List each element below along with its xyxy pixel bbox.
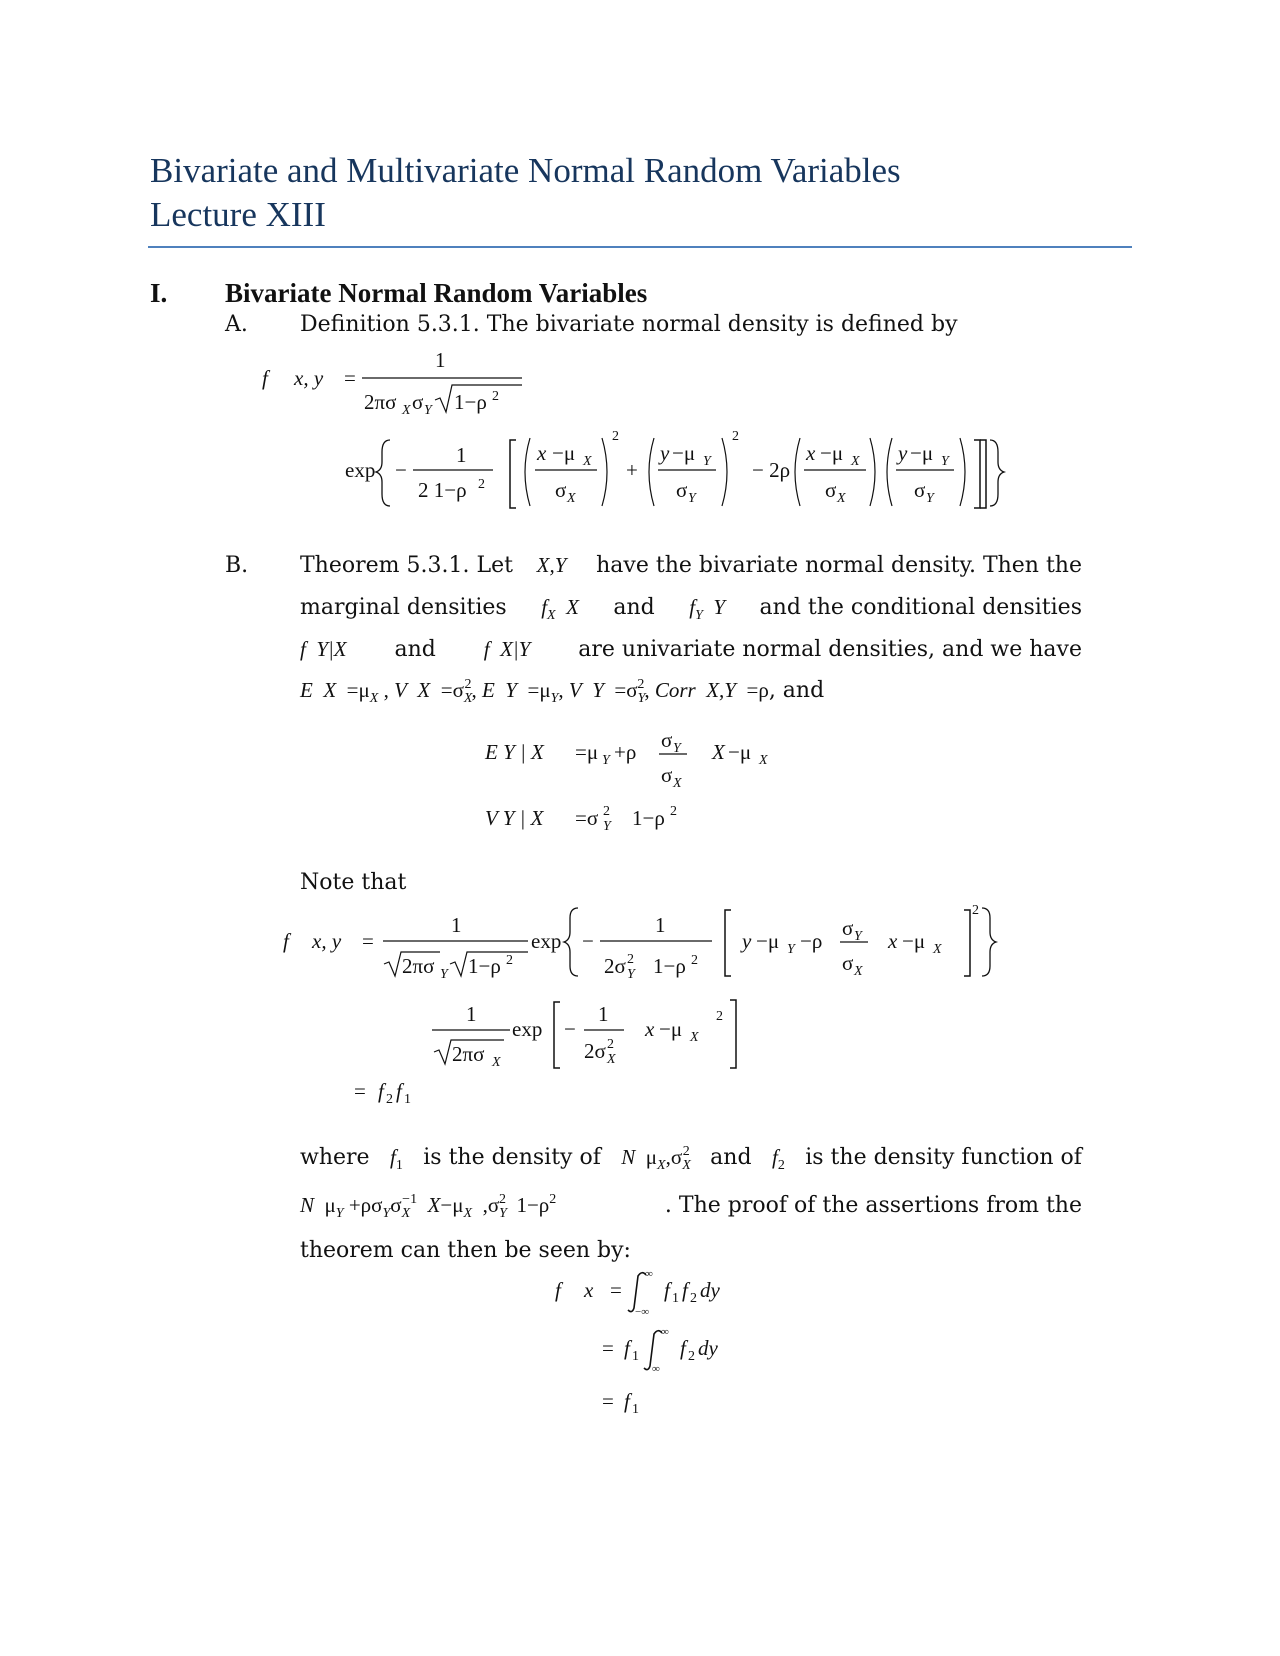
svg-text:2: 2 xyxy=(716,1009,723,1024)
item-a-text: Definition 5.3.1. The bivariate normal density is defined by xyxy=(300,312,958,337)
theorem-line-2-lead: marginal densities xyxy=(300,595,507,620)
svg-text:1: 1 xyxy=(655,913,666,937)
svg-text:f: f xyxy=(396,1079,402,1103)
svg-text:f: f xyxy=(680,1336,686,1360)
svg-text:Y: Y xyxy=(673,741,681,756)
item-a-letter: A. xyxy=(225,312,248,337)
svg-text:Y: Y xyxy=(602,753,610,768)
svg-text:f: f xyxy=(682,1278,688,1302)
svg-text:x, y: x, y xyxy=(294,366,324,390)
svg-text:σ: σ xyxy=(412,390,424,414)
math-fx-x: $f_X$ X xyxy=(541,595,579,623)
svg-text:Y: Y xyxy=(424,403,432,418)
svg-text:=: = xyxy=(602,1389,614,1413)
svg-text:2 1−ρ: 2 1−ρ xyxy=(418,478,467,502)
svg-text:=: = xyxy=(610,1278,622,1302)
note-that: Note that xyxy=(300,870,407,895)
svg-text:X: X xyxy=(933,942,942,957)
svg-text:−: − xyxy=(395,458,407,482)
svg-text:2πσ: 2πσ xyxy=(402,954,435,978)
svg-text:∞: ∞ xyxy=(661,1326,669,1338)
math-moments: E $X =\mu_X$ , V $X =\sigma_X^2$, E $Y =\mu_Y$, V $Y =\sigma_Y^2$, Corr X,Y =ρ xyxy=(300,677,769,706)
svg-text:f: f xyxy=(555,1278,561,1302)
svg-text:y: y xyxy=(742,929,752,953)
svg-text:−: − xyxy=(564,1017,576,1041)
svg-text:1−ρ: 1−ρ xyxy=(454,390,487,414)
svg-text:X: X xyxy=(837,491,846,506)
proof-line-rest: . The proof of the assertions from the xyxy=(664,1193,1082,1218)
svg-text:f: f xyxy=(378,1079,384,1103)
math-f1: $f_1$ xyxy=(389,1145,403,1173)
svg-text:X: X xyxy=(673,776,682,791)
svg-text:σ: σ xyxy=(842,951,854,975)
svg-text:X: X xyxy=(492,1055,501,1070)
theorem-line-3-rest: are univariate normal densities, and we have xyxy=(578,637,1082,662)
svg-text:+ρ: +ρ xyxy=(614,740,637,764)
svg-text:2: 2 xyxy=(691,953,698,968)
svg-text:1: 1 xyxy=(672,1291,679,1306)
theorem-line-1-rest: have the bivariate normal density. Then the xyxy=(596,553,1082,578)
svg-text:X: X xyxy=(759,753,768,768)
svg-text:Y: Y xyxy=(440,967,448,982)
where-density-function-of: is the density function of xyxy=(805,1145,1082,1170)
svg-text:X: X xyxy=(851,454,860,469)
svg-text:=σ: =σ xyxy=(575,806,599,830)
svg-text:2: 2 xyxy=(732,429,739,444)
svg-text:Y: Y xyxy=(603,819,611,834)
math-f2: $f_2$ xyxy=(771,1145,785,1173)
proof-line-2: theorem can then be seen by: xyxy=(300,1238,631,1263)
theorem-line-1-lead: Theorem 5.3.1. Let xyxy=(300,553,513,578)
svg-text:− 2ρ: − 2ρ xyxy=(752,458,791,482)
svg-text:−μ: −μ xyxy=(756,929,780,953)
svg-text:2: 2 xyxy=(670,804,677,819)
svg-text:f: f xyxy=(262,366,268,390)
svg-text:2: 2 xyxy=(603,804,610,819)
svg-text:X: X xyxy=(402,403,411,418)
svg-text:x: x xyxy=(806,441,816,465)
svg-text:=: = xyxy=(362,929,374,953)
svg-text:X: X xyxy=(690,1030,699,1045)
svg-text:=μ: =μ xyxy=(575,740,599,764)
svg-text:1−ρ: 1−ρ xyxy=(632,806,665,830)
math-f-y-given-x: f Y|X xyxy=(300,637,347,661)
svg-text:σ: σ xyxy=(825,478,837,502)
svg-text:1−ρ: 1−ρ xyxy=(468,954,501,978)
section-heading: Bivariate Normal Random Variables xyxy=(225,278,648,308)
svg-text:exp: exp xyxy=(345,458,376,482)
math-fy-y: $f_Y$ Y xyxy=(689,595,726,623)
math-f-x-given-y: f X|Y xyxy=(483,637,531,661)
svg-text:−μ: −μ xyxy=(902,929,926,953)
svg-text:=: = xyxy=(344,366,356,390)
svg-text:1: 1 xyxy=(451,913,462,937)
svg-text:2: 2 xyxy=(690,1291,697,1306)
svg-text:exp: exp xyxy=(531,929,562,953)
svg-text:E Y | X: E Y | X xyxy=(485,740,544,764)
svg-text:Y: Y xyxy=(703,454,711,469)
svg-text:−μ: −μ xyxy=(552,441,576,465)
svg-text:X: X xyxy=(854,964,863,979)
svg-text:dy: dy xyxy=(698,1336,718,1360)
svg-text:σ: σ xyxy=(661,763,673,787)
svg-text:Y: Y xyxy=(941,454,949,469)
svg-text:f: f xyxy=(664,1278,670,1302)
svg-text:∞: ∞ xyxy=(652,1363,660,1375)
svg-text:2σ: 2σ xyxy=(604,954,626,978)
svg-text:+: + xyxy=(626,458,638,482)
svg-text:2: 2 xyxy=(688,1349,695,1364)
section-numeral: I. xyxy=(150,278,168,308)
svg-text:2πσ: 2πσ xyxy=(364,390,397,414)
svg-text:−: − xyxy=(582,929,594,953)
svg-text:σ: σ xyxy=(842,916,854,940)
svg-text:Y: Y xyxy=(627,967,635,982)
svg-text:1: 1 xyxy=(404,1092,411,1107)
svg-text:Y: Y xyxy=(926,491,934,506)
where-and: and xyxy=(710,1145,752,1170)
svg-text:X: X xyxy=(583,454,592,469)
svg-text:σ: σ xyxy=(661,728,673,752)
svg-text:1: 1 xyxy=(632,1349,639,1364)
svg-text:2: 2 xyxy=(607,1037,614,1052)
svg-text:−μ: −μ xyxy=(820,441,844,465)
svg-text:2: 2 xyxy=(492,389,499,404)
theorem-line-2-rest: and the conditional densities xyxy=(759,595,1082,620)
svg-text:σ: σ xyxy=(555,478,567,502)
svg-text:σ: σ xyxy=(914,478,926,502)
svg-text:2: 2 xyxy=(972,903,979,918)
svg-text:−μ: −μ xyxy=(728,740,752,764)
svg-text:V Y | X: V Y | X xyxy=(485,806,544,830)
svg-text:f: f xyxy=(624,1389,630,1413)
svg-text:X: X xyxy=(712,740,725,764)
svg-text:dy: dy xyxy=(700,1278,720,1302)
theorem-line-3-and: and xyxy=(394,637,436,662)
svg-text:x: x xyxy=(888,929,898,953)
svg-text:=: = xyxy=(354,1079,366,1103)
svg-text:=: = xyxy=(602,1336,614,1360)
svg-text:−μ: −μ xyxy=(910,441,934,465)
svg-text:−ρ: −ρ xyxy=(800,929,823,953)
svg-text:1−ρ: 1−ρ xyxy=(653,954,686,978)
svg-text:exp: exp xyxy=(512,1017,543,1041)
svg-text:x: x xyxy=(584,1278,594,1302)
svg-text:1: 1 xyxy=(435,348,446,372)
item-b-letter: B. xyxy=(225,553,249,578)
math-normal-y-given-x: N $\mu_Y +\rho\sigma_Y\sigma_X^{-1}$ $X-\mu_X$ $,\sigma_Y^2$ $1-\rho^2$ xyxy=(300,1192,557,1221)
svg-text:X: X xyxy=(607,1052,616,1067)
svg-text:1: 1 xyxy=(632,1402,639,1417)
svg-text:Y: Y xyxy=(854,929,862,944)
svg-text:2σ: 2σ xyxy=(584,1039,606,1063)
svg-text:x: x xyxy=(645,1017,655,1041)
svg-text:2: 2 xyxy=(386,1092,393,1107)
where-density-of: is the density of xyxy=(423,1145,601,1170)
svg-text:2: 2 xyxy=(627,952,634,967)
svg-text:y: y xyxy=(898,441,908,465)
svg-text:2: 2 xyxy=(478,477,485,492)
svg-text:1: 1 xyxy=(466,1002,477,1026)
svg-text:∞: ∞ xyxy=(645,1268,653,1280)
theorem-line-2-and: and xyxy=(613,595,655,620)
theorem-line-4-end: , and xyxy=(768,678,825,703)
svg-text:x, y: x, y xyxy=(312,929,342,953)
svg-text:2πσ: 2πσ xyxy=(452,1042,485,1066)
math-xy: X,Y xyxy=(536,553,567,577)
svg-text:−μ: −μ xyxy=(659,1017,683,1041)
document-title-line-2: Lecture XIII xyxy=(150,195,326,234)
svg-text:Y: Y xyxy=(787,942,795,957)
svg-text:2: 2 xyxy=(612,429,619,444)
svg-text:f: f xyxy=(283,929,289,953)
svg-text:1: 1 xyxy=(598,1002,609,1026)
svg-text:−μ: −μ xyxy=(672,441,696,465)
svg-text:x: x xyxy=(537,441,547,465)
svg-text:Y: Y xyxy=(688,491,696,506)
svg-text:σ: σ xyxy=(676,478,688,502)
svg-text:f: f xyxy=(624,1336,630,1360)
svg-text:X: X xyxy=(567,491,576,506)
svg-text:−∞: −∞ xyxy=(635,1306,650,1318)
where-word: where xyxy=(300,1145,370,1170)
document-title-line-1: Bivariate and Multivariate Normal Random Variables xyxy=(150,151,901,190)
svg-text:y: y xyxy=(660,441,670,465)
svg-text:1: 1 xyxy=(456,443,467,467)
svg-text:2: 2 xyxy=(506,953,513,968)
math-normal-x: N $\mu_X,\sigma_X^2$ xyxy=(621,1144,691,1173)
